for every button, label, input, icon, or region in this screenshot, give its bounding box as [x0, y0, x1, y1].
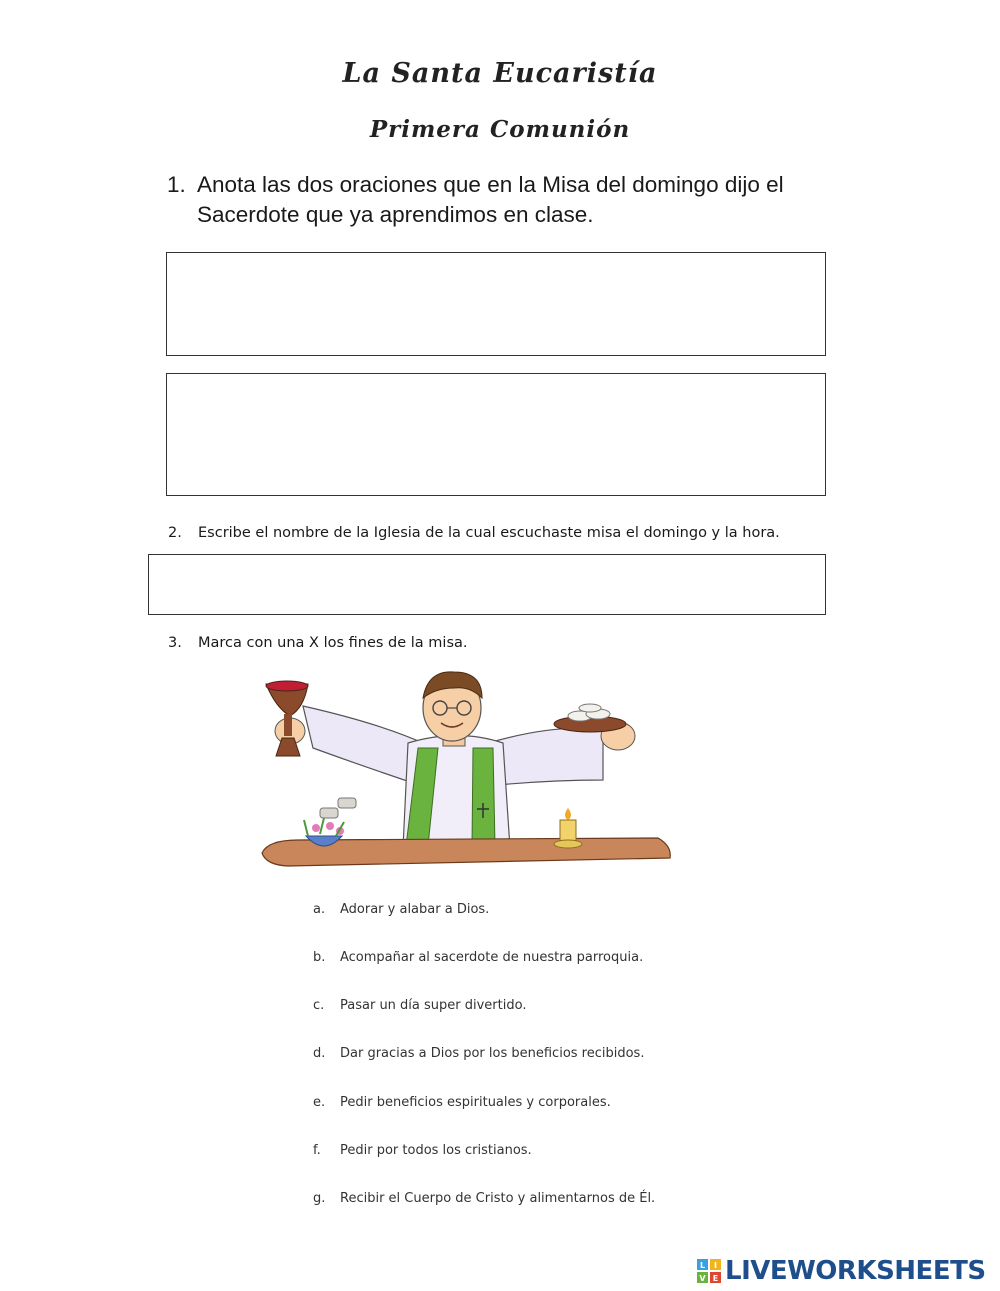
option-text: Acompañar al sacerdote de nuestra parroquia.	[340, 950, 644, 965]
option-text: Recibir el Cuerpo de Cristo y alimentarnos de Él.	[340, 1191, 656, 1206]
priest-at-altar-icon	[258, 668, 678, 883]
option-text: Dar gracias a Dios por los beneficios recibidos.	[340, 1046, 645, 1061]
svg-text:E: E	[712, 1274, 719, 1283]
answer-box-church[interactable]	[148, 554, 826, 615]
option-letter: a.	[313, 902, 326, 917]
question-3-number: 3.	[168, 635, 182, 651]
question-3-text: Marca con una X los fines de la misa.	[198, 635, 468, 651]
option-f[interactable]	[313, 1143, 532, 1158]
option-text: Pedir por todos los cristianos.	[340, 1143, 532, 1158]
page-subtitle: Primera Comunión	[369, 116, 631, 143]
option-letter: e.	[313, 1095, 326, 1110]
option-letter: d.	[313, 1046, 326, 1061]
question-1-text: Anota las dos oraciones que en la Misa del domingo dijo el Sacerdote que ya aprendimos en clase.	[197, 172, 784, 227]
option-text: Pedir beneficios espirituales y corporales.	[340, 1095, 611, 1110]
question-1-number: 1.	[167, 172, 186, 197]
option-letter: f.	[313, 1143, 321, 1158]
option-letter: b.	[313, 950, 326, 965]
svg-text:I: I	[714, 1261, 717, 1270]
svg-text:L: L	[699, 1261, 706, 1270]
question-2	[168, 525, 780, 541]
answer-box-prayer-1[interactable]	[166, 252, 826, 356]
question-2-text: Escribe el nombre de la Iglesia de la cual escuchaste misa el domingo y la hora.	[198, 525, 780, 541]
option-e[interactable]	[313, 1095, 611, 1110]
option-text: Pasar un día super divertido.	[340, 998, 527, 1013]
answer-box-prayer-2[interactable]	[166, 373, 826, 496]
option-letter: c.	[313, 998, 325, 1013]
option-a[interactable]	[313, 902, 489, 917]
page-title: La Santa Eucaristía	[342, 58, 658, 89]
liveworksheets-brand[interactable]	[697, 1255, 986, 1287]
option-g[interactable]	[313, 1191, 655, 1206]
option-d[interactable]	[313, 1046, 644, 1061]
brand-name: LIVEWORKSHEETS	[725, 1256, 986, 1286]
question-2-number: 2.	[168, 525, 182, 541]
option-b[interactable]	[313, 950, 643, 965]
option-letter: g.	[313, 1191, 326, 1206]
question-3	[168, 635, 468, 651]
liveworksheets-logo-icon	[697, 1259, 721, 1283]
svg-text:V: V	[699, 1274, 706, 1283]
option-c[interactable]	[313, 998, 526, 1013]
option-text: Adorar y alabar a Dios.	[340, 902, 490, 917]
